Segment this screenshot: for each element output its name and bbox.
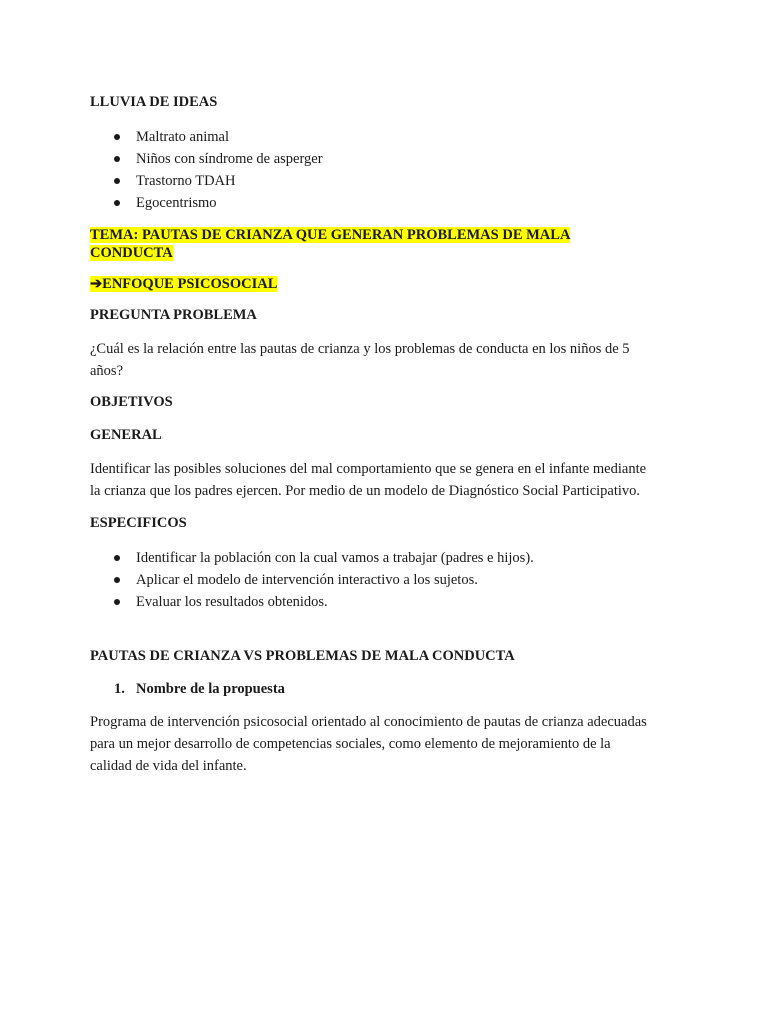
brainstorm-list: [90, 126, 680, 214]
general-line-1: Identificar las posibles soluciones del mal comportamiento que se genera en el infante mediante: [90, 461, 647, 477]
brainstorm-heading: LLUVIA DE IDEAS: [90, 94, 218, 110]
pregunta-line-2: años?: [90, 363, 124, 379]
bullet-icon: [114, 200, 120, 206]
list-item: [90, 148, 680, 170]
list-item-text: Egocentrismo: [136, 195, 217, 211]
tema-line-2: CONDUCTA: [90, 245, 173, 261]
list-item: [90, 170, 680, 192]
pregunta-line-1: ¿Cuál es la relación entre las pautas de crianza y los problemas de conducta en los niños de 5: [90, 341, 630, 357]
especificos-list: [90, 547, 680, 613]
item-number: 1.: [114, 681, 125, 697]
general-heading: GENERAL: [90, 427, 162, 443]
list-item: [90, 192, 680, 214]
list-item-text: Trastorno TDAH: [136, 173, 236, 189]
section2-heading: PAUTAS DE CRIANZA VS PROBLEMAS DE MALA CONDUCTA: [90, 648, 515, 664]
list-item-text: Aplicar el modelo de intervención interactivo a los sujetos.: [136, 572, 478, 588]
item-label: Nombre de la propuesta: [136, 681, 285, 697]
list-item-text: Niños con síndrome de asperger: [136, 151, 323, 167]
list-item: [90, 569, 680, 591]
bullet-icon: [114, 178, 120, 184]
propuesta-line-2: para un mejor desarrollo de competencias sociales, como elemento de mejoramiento de la: [90, 736, 611, 752]
list-item-text: Maltrato animal: [136, 129, 230, 145]
general-line-2: la crianza que los padres ejercen. Por medio de un modelo de Diagnóstico Social Participativo.: [90, 483, 641, 499]
enfoque-heading: [90, 273, 680, 295]
propuesta-line-1: Programa de intervención psicosocial orientado al conocimiento de pautas de crianza adecuadas: [90, 714, 647, 730]
bullet-icon: [114, 156, 120, 162]
numbered-item: [90, 678, 726, 700]
tema-line-1: TEMA: PAUTAS DE CRIANZA QUE GENERAN PROBLEMAS DE MALA: [90, 227, 571, 243]
propuesta-line-3: calidad de vida del infante.: [90, 758, 247, 774]
bullet-icon: [114, 599, 120, 605]
list-item-text: Evaluar los resultados obtenidos.: [136, 594, 328, 610]
bullet-icon: [114, 134, 120, 140]
arrow-right-icon: ➔: [90, 276, 103, 292]
pregunta-text: [90, 338, 680, 382]
list-item: [90, 591, 680, 613]
list-item: [90, 547, 680, 569]
bullet-icon: [114, 555, 120, 561]
especificos-heading: ESPECIFICOS: [90, 515, 187, 531]
enfoque-label: ENFOQUE PSICOSOCIAL: [102, 276, 278, 292]
propuesta-text: [90, 711, 680, 777]
objetivos-heading: OBJETIVOS: [90, 394, 173, 410]
tema-heading: [90, 226, 680, 262]
general-text: [90, 458, 680, 502]
pregunta-heading: PREGUNTA PROBLEMA: [90, 307, 257, 323]
bullet-icon: [114, 577, 120, 583]
list-item: [90, 126, 680, 148]
list-item-text: Identificar la población con la cual vamos a trabajar (padres e hijos).: [136, 550, 534, 566]
